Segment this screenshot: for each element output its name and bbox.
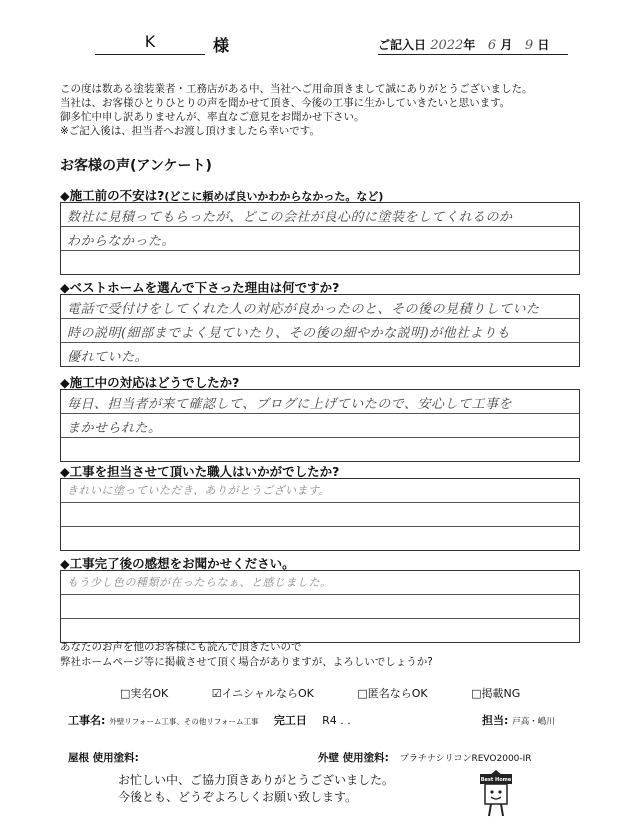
date-month: 6 [487,38,497,53]
day-unit: 日 [537,38,550,52]
honorific-sama: 様 [213,36,230,55]
answer-box-1 [60,202,580,275]
completion-label: 完工日 [273,714,307,727]
question-text: ◆施工前の不安は? [60,188,165,203]
intro-line: この度は数ある塗装業者・工務店がある中、当社へご用命頂きまして誠にありがとうございました。 [60,83,533,95]
option-initials[interactable]: ☑イニシャルならOK [211,687,314,700]
answer-line [61,343,579,366]
closing-line: お忙しい中、ご協力頂きありがとうございました。 [118,773,395,787]
answer-line [61,527,579,550]
option-anonymous[interactable]: □匿名ならOK [357,687,428,700]
intro-line: 御多忙中申し訳ありませんが、率直なご意見をお聞かせ下さい。 [60,111,365,123]
answer-line [61,251,579,274]
answer-text: もう少し色の種類が在ったらなぁ、と感じました。 [67,576,332,589]
staff-value: 戸高・嶋川 [512,717,555,727]
consent-text [60,640,433,670]
survey-title: お客様の声(アンケート) [60,158,212,174]
answer-text: 時の説明(細部までよく見ていたり、その後の細やかな説明)が他社よりも [67,326,511,341]
date-day: 9 [524,38,534,53]
answer-line [61,438,579,461]
answer-line [61,390,579,414]
wall-value: プラチナシリコンREVO2000-IR [399,754,532,764]
date-label: ご記入日 [378,38,427,52]
answer-text: まかせられた。 [67,421,162,436]
entry-date [378,36,568,55]
answer-text: 電話で受付けをしてくれた人の対応が良かったのと、その後の見積りしていた [67,302,540,317]
answer-line [61,619,579,642]
publish-options [120,685,560,701]
answer-text: きれいに塗っていただき、ありがとうございます。 [67,484,331,497]
answer-box-3 [60,389,580,462]
date-year: 2022 [430,38,464,53]
answer-line [61,319,579,343]
consent-line: 弊社ホームページ等に掲載させて頂く場合がありますが、よろしいでしょうか? [60,656,433,668]
customer-name: K [95,32,205,55]
logo-text: Best Home [480,777,512,783]
answer-text: わからなかった。 [67,234,176,249]
answer-line [61,203,579,227]
answer-line [61,414,579,438]
best-home-logo [478,766,514,820]
closing-line: 今後とも、どうぞよろしくお願い致します。 [118,790,358,804]
work-label: 工事名: [68,714,106,727]
answer-line [61,503,579,527]
completion-value: R4 . . [322,714,351,727]
intro-text [60,82,533,138]
wall-paint [318,750,532,765]
intro-line: ※ご記入後は、担当者へお渡し頂けましたら幸いです。 [60,125,320,137]
question-4-title: ◆工事を担当させて頂いた職人はいかがでしたか? [60,464,340,479]
closing-message [118,772,394,806]
option-no-publish[interactable]: □掲載NG [471,687,521,700]
consent-line: あなたのお声を他のお客様にも読んで頂きたいので [60,641,302,653]
wall-label: 外壁 使用塗料: [318,752,389,764]
option-real-name[interactable]: □実名OK [120,687,169,700]
answer-line [61,227,579,251]
staff-info [482,712,555,728]
answer-box-4 [60,478,580,551]
question-2-title: ◆ベストホームを選んで下さった理由は何ですか? [60,280,340,295]
answer-text: 優れていた。 [67,350,149,365]
work-value: 外壁リフォーム工事、その他リフォーム工事 [109,717,259,726]
roof-paint: 屋根 使用塗料: [68,752,139,764]
answer-text: 毎日、担当者が来て確認して、ブログに上げていたので、安心して工事を [67,397,512,412]
answer-line [61,295,579,319]
year-unit: 年 [463,38,476,52]
answer-line [61,571,579,595]
answer-line [61,595,579,619]
answer-text: 数社に見積ってもらったが、どこの会社が良心的に塗装をしてくれるのか [67,210,513,225]
month-unit: 月 [500,38,513,52]
question-5-title: ◆工事完了後の感想をお聞かせください。 [60,556,295,571]
answer-box-5 [60,570,580,643]
question-subtext: (どこに頼めば良いかわからなかった。など) [164,190,384,203]
question-3-title: ◆施工中の対応はどうでしたか? [60,375,240,390]
intro-line: 当社は、お客様ひとりひとりの声を聞かせて頂き、今後の工事に生かしていきたいと思います。 [60,97,511,109]
staff-label: 担当: [482,714,509,727]
answer-line [61,479,579,503]
answer-box-2 [60,294,580,367]
work-info-row [68,712,351,728]
